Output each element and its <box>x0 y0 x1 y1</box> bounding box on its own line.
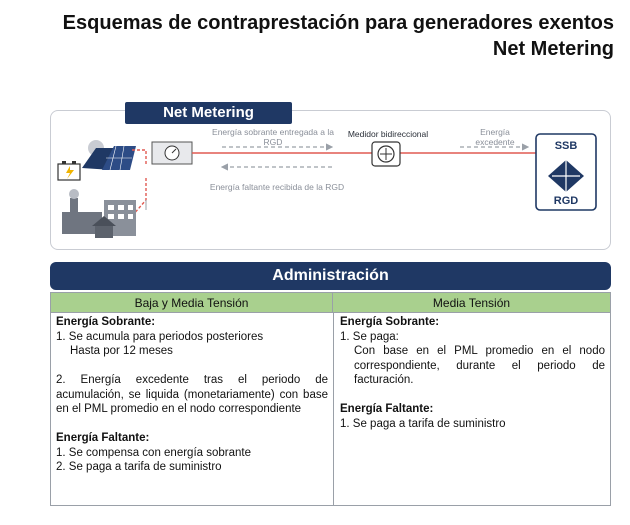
solar-panel-icon <box>82 140 136 170</box>
bidirectional-meter-icon <box>372 142 400 166</box>
meter-icon <box>152 142 192 164</box>
excess-label: Energía excedente <box>475 127 515 147</box>
grid-label-ssb: SSB <box>554 140 578 152</box>
column-header-baja-media: Baja y Media Tensión <box>51 293 333 313</box>
title-line-2: Net Metering <box>492 38 614 60</box>
left-cell <box>56 315 328 475</box>
right-faltante-title: Energía Faltante: <box>340 403 434 415</box>
left-sobrante-item-2: 2. Energía excedente tras el periodo de acumulación, se liquida (monetariamente) con base en el PML promedio en el nodo correspondiente <box>56 374 328 415</box>
title-line-1: Esquemas de contraprestación para generadores exentos <box>62 12 614 34</box>
grid-label-rgd: RGD <box>553 195 579 207</box>
left-sobrante-title: Energía Sobrante: <box>56 316 156 328</box>
right-sobrante-title: Energía Sobrante: <box>340 316 440 328</box>
administracion-header: Administración <box>50 262 611 290</box>
net-metering-header: Net Metering <box>125 102 292 124</box>
battery-icon <box>58 161 80 180</box>
arrow-top-label: Energía sobrante entregada a la RGD <box>212 127 334 147</box>
right-faltante-item-1: 1. Se paga a tarifa de suministro <box>340 417 506 430</box>
left-faltante-item-2: 2. Se paga a tarifa de suministro <box>56 461 222 473</box>
left-sobrante-item-1: 1. Se acumula para periodos posteriores <box>56 330 264 343</box>
arrow-bottom-label: Energía faltante recibida de la RGD <box>209 182 345 192</box>
right-sobrante-item-1-detail: Con base en el PML promedio en el nodo correspondiente, durante el periodo de facturación. <box>354 345 605 386</box>
administration-table <box>50 292 611 506</box>
left-faltante-title: Energía Faltante: <box>56 432 150 444</box>
left-sobrante-item-1-detail: Hasta por 12 meses <box>70 345 173 357</box>
column-divider <box>333 313 334 505</box>
right-cell <box>340 315 605 431</box>
left-faltante-item-1: 1. Se compensa con energía sobrante <box>56 446 251 459</box>
right-sobrante-item-1: 1. Se paga: <box>340 330 399 343</box>
column-header-media: Media Tensión <box>333 293 610 313</box>
meter-label: Medidor bidireccional <box>347 129 429 139</box>
